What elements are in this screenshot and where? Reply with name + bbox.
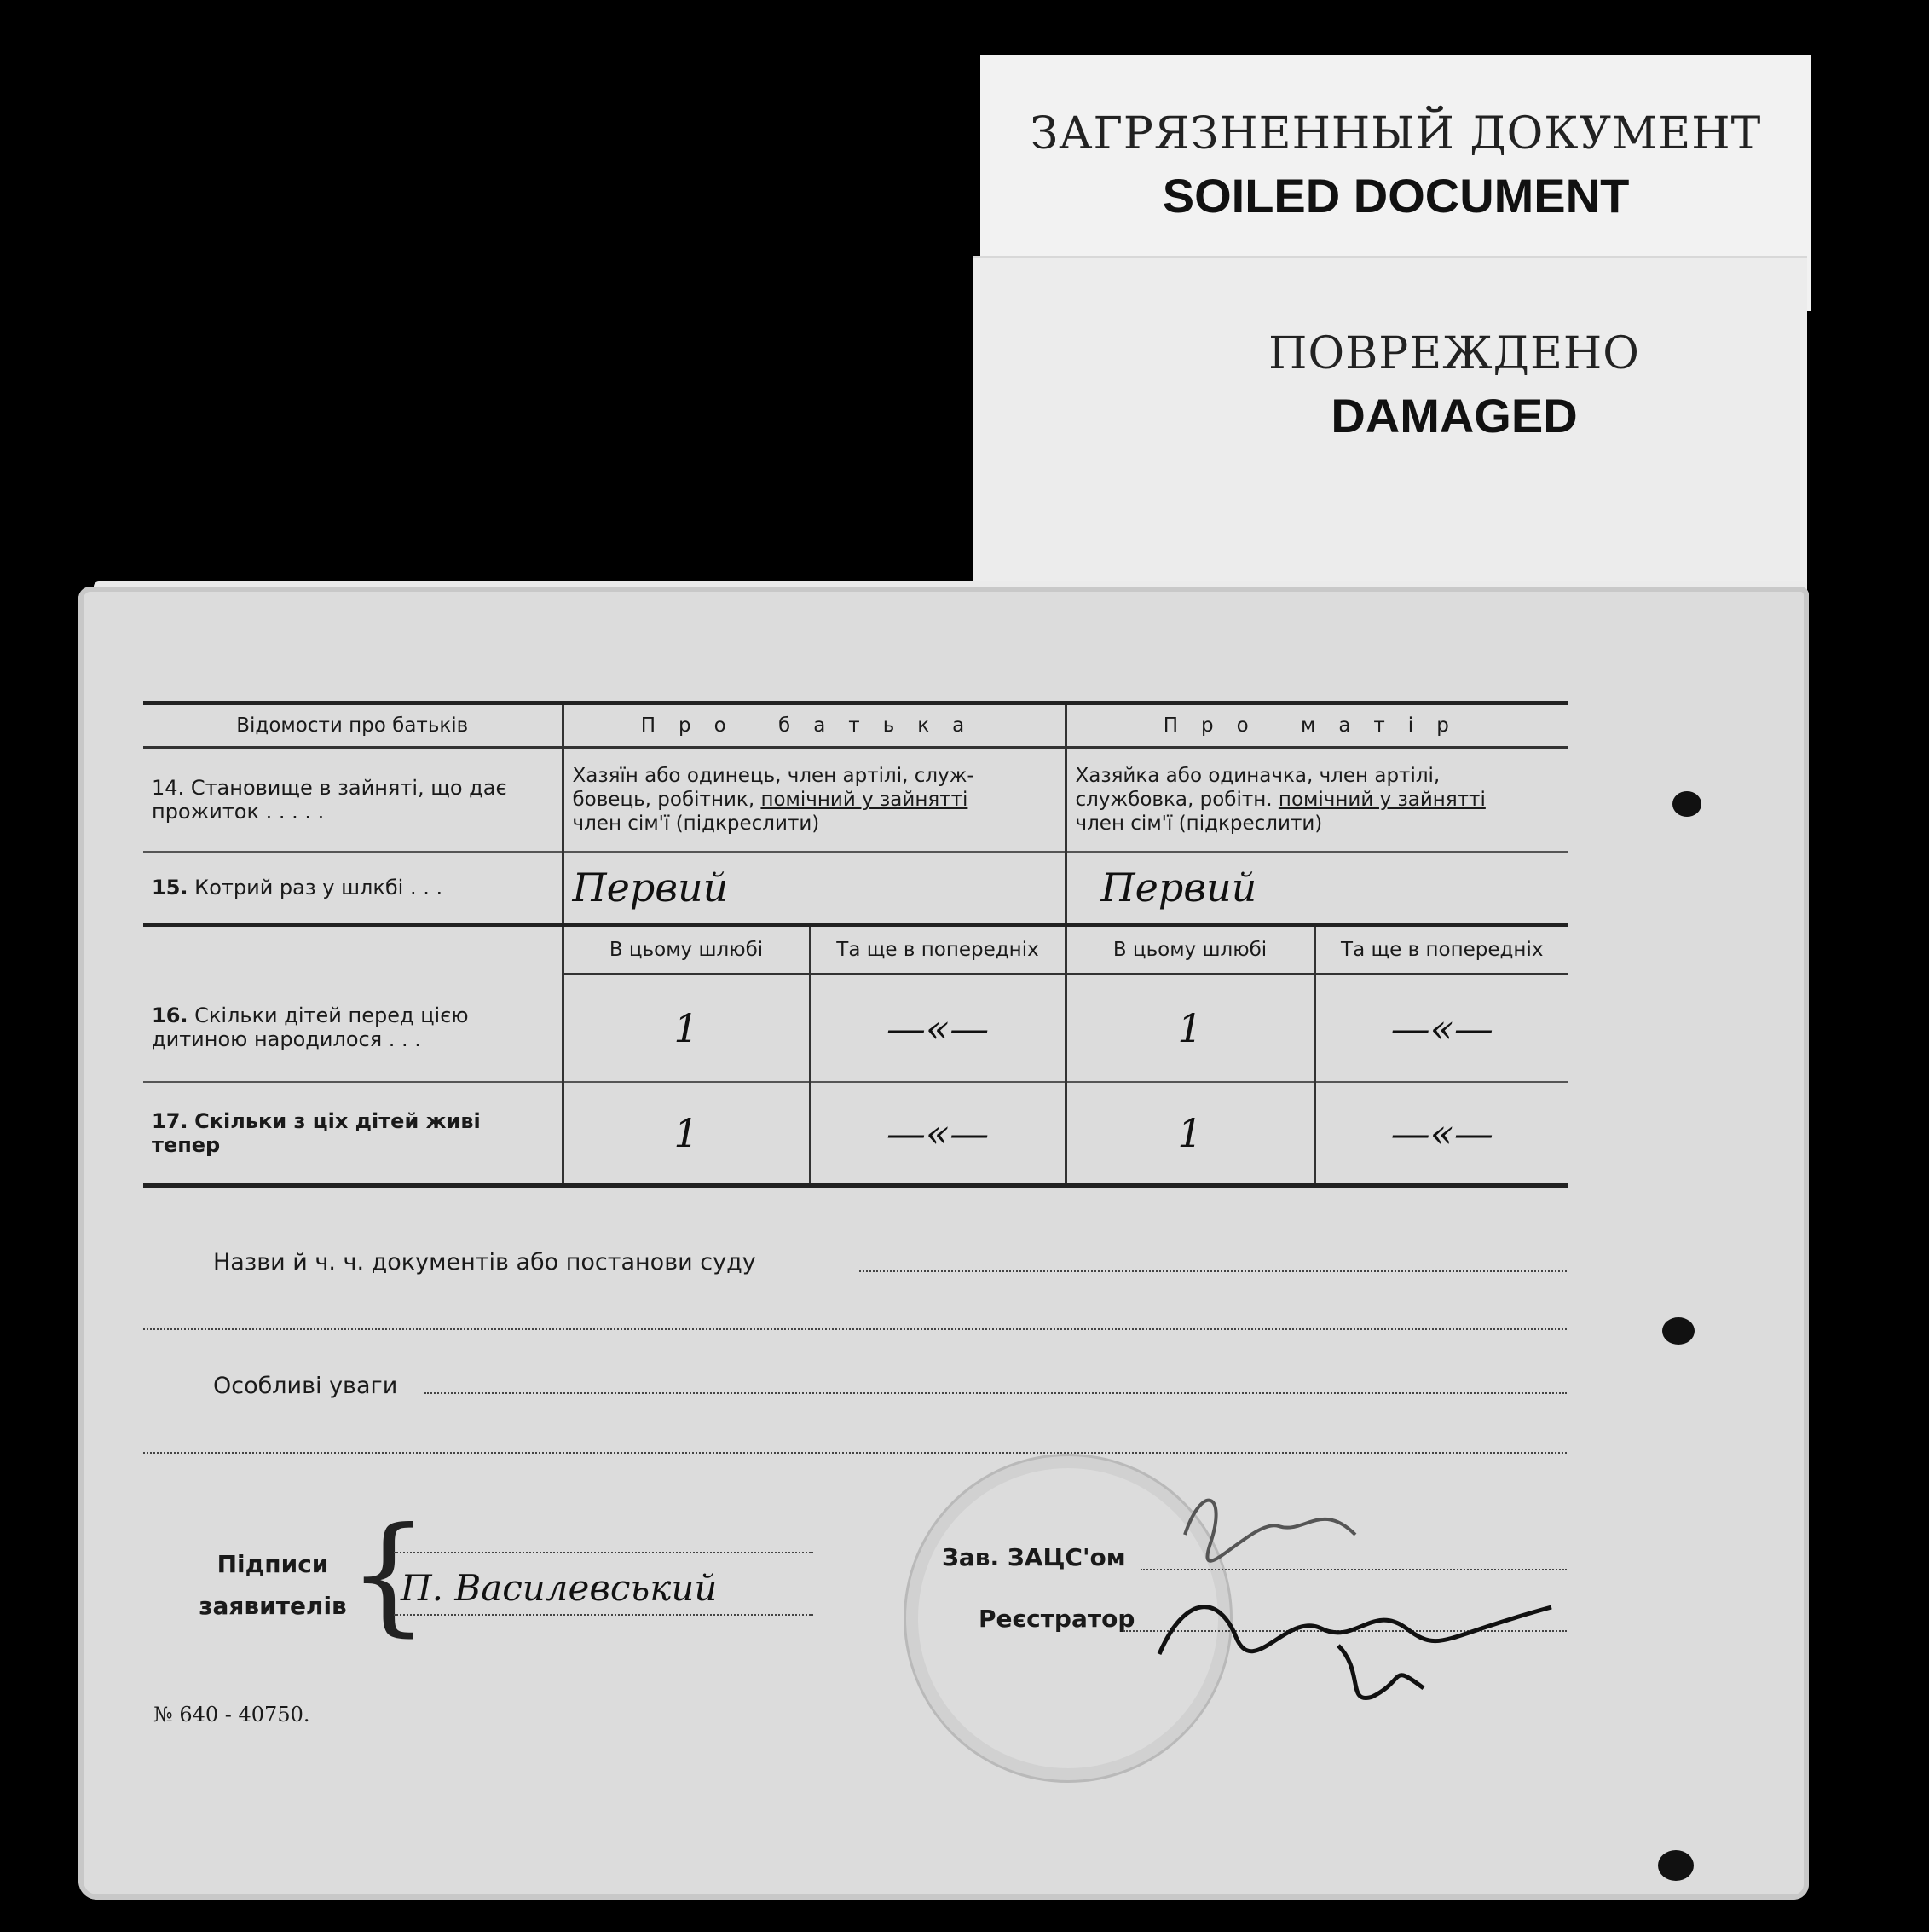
table-header-row bbox=[143, 703, 1568, 748]
subheader-mother-prev: Та ще в попередніх bbox=[1314, 925, 1568, 975]
handwritten-signatures-graphic bbox=[1151, 1466, 1577, 1722]
row-17-father-this: 1 bbox=[563, 1082, 810, 1186]
damaged-label-ru: ПОВРЕЖДЕНО bbox=[1268, 328, 1640, 379]
row-14-mother-options: Хазяйка або одиначка, член артілі, службовка, робітн. помічний у зайнятті член сім'ї (підкреслити) bbox=[1066, 748, 1568, 853]
subheader-father-this: В цьому шлюбі bbox=[563, 925, 810, 975]
documents-line-1 bbox=[859, 1270, 1567, 1272]
table-row-15 bbox=[143, 852, 1568, 925]
brace-icon: { bbox=[348, 1501, 430, 1649]
table-row-16 bbox=[143, 975, 1568, 1083]
row-15-mother-value: Первий bbox=[1066, 852, 1568, 925]
row-14-father-options: Хазяїн або одинець, член артілі, служ- бовець, робітник, помічний у зайнятті член сім'ї (підкреслити) bbox=[563, 748, 1066, 853]
subheader-mother-this: В цьому шлюбі bbox=[1066, 925, 1314, 975]
row-14-label: 14. Становище в зайняті, що дає прожиток . . . . . bbox=[143, 748, 563, 853]
row-17-father-prev: —«— bbox=[810, 1082, 1066, 1186]
row-16-label: 16. Скільки дітей перед цією дитиною народилося . . . bbox=[143, 975, 563, 1083]
table-row-17 bbox=[143, 1082, 1568, 1186]
row-16-father-prev: —«— bbox=[810, 975, 1066, 1083]
registrar-label: Реєстратор bbox=[979, 1605, 1135, 1633]
applicant-line-1 bbox=[394, 1552, 813, 1553]
header-info: Відомости про батьків bbox=[143, 703, 563, 748]
soiled-label-ru: ЗАГРЯЗНЕННЫЙ ДОКУМЕНТ bbox=[1030, 108, 1762, 159]
applicant-line-2 bbox=[394, 1614, 813, 1616]
row-15-label: 15. Котрий раз у шлкбі . . . bbox=[143, 852, 563, 925]
row-15-father-value: Первий bbox=[563, 852, 1066, 925]
row-16-mother-prev: —«— bbox=[1314, 975, 1568, 1083]
subheader-row bbox=[143, 925, 1568, 975]
subheader-father-prev: Та ще в попередніх bbox=[810, 925, 1066, 975]
punch-hole bbox=[1662, 1317, 1695, 1345]
applicant-signature: П. Василевський bbox=[401, 1567, 718, 1609]
notes-label: Особливі уваги bbox=[213, 1373, 398, 1399]
row-16-father-this: 1 bbox=[563, 975, 810, 1083]
punch-hole bbox=[1672, 791, 1701, 817]
punch-hole bbox=[1658, 1850, 1694, 1881]
damaged-label bbox=[973, 256, 1807, 616]
head-label: Зав. ЗАЦС'ом bbox=[942, 1543, 1126, 1571]
row-17-mother-prev: —«— bbox=[1314, 1082, 1568, 1186]
applicants-label: Підписи заявителів bbox=[199, 1550, 347, 1620]
notes-line-2 bbox=[143, 1452, 1567, 1454]
documents-label: Назви й ч. ч. документів або постанови суду bbox=[213, 1249, 756, 1275]
header-mother: Про матір bbox=[1066, 703, 1568, 748]
row-17-label: 17. Скільки з ціх дітей живі тепер bbox=[152, 1109, 481, 1157]
row-16-mother-this: 1 bbox=[1066, 975, 1314, 1083]
soiled-label-en: SOILED DOCUMENT bbox=[1162, 169, 1630, 223]
table-row-14 bbox=[143, 748, 1568, 853]
parents-info-table bbox=[143, 701, 1568, 1188]
notes-line-1 bbox=[424, 1392, 1567, 1394]
document-number: № 640 - 40750. bbox=[153, 1703, 310, 1727]
row-17-mother-this: 1 bbox=[1066, 1082, 1314, 1186]
damaged-label-en: DAMAGED bbox=[1331, 389, 1578, 443]
header-father: Про батька bbox=[563, 703, 1066, 748]
documents-line-2 bbox=[143, 1328, 1567, 1330]
